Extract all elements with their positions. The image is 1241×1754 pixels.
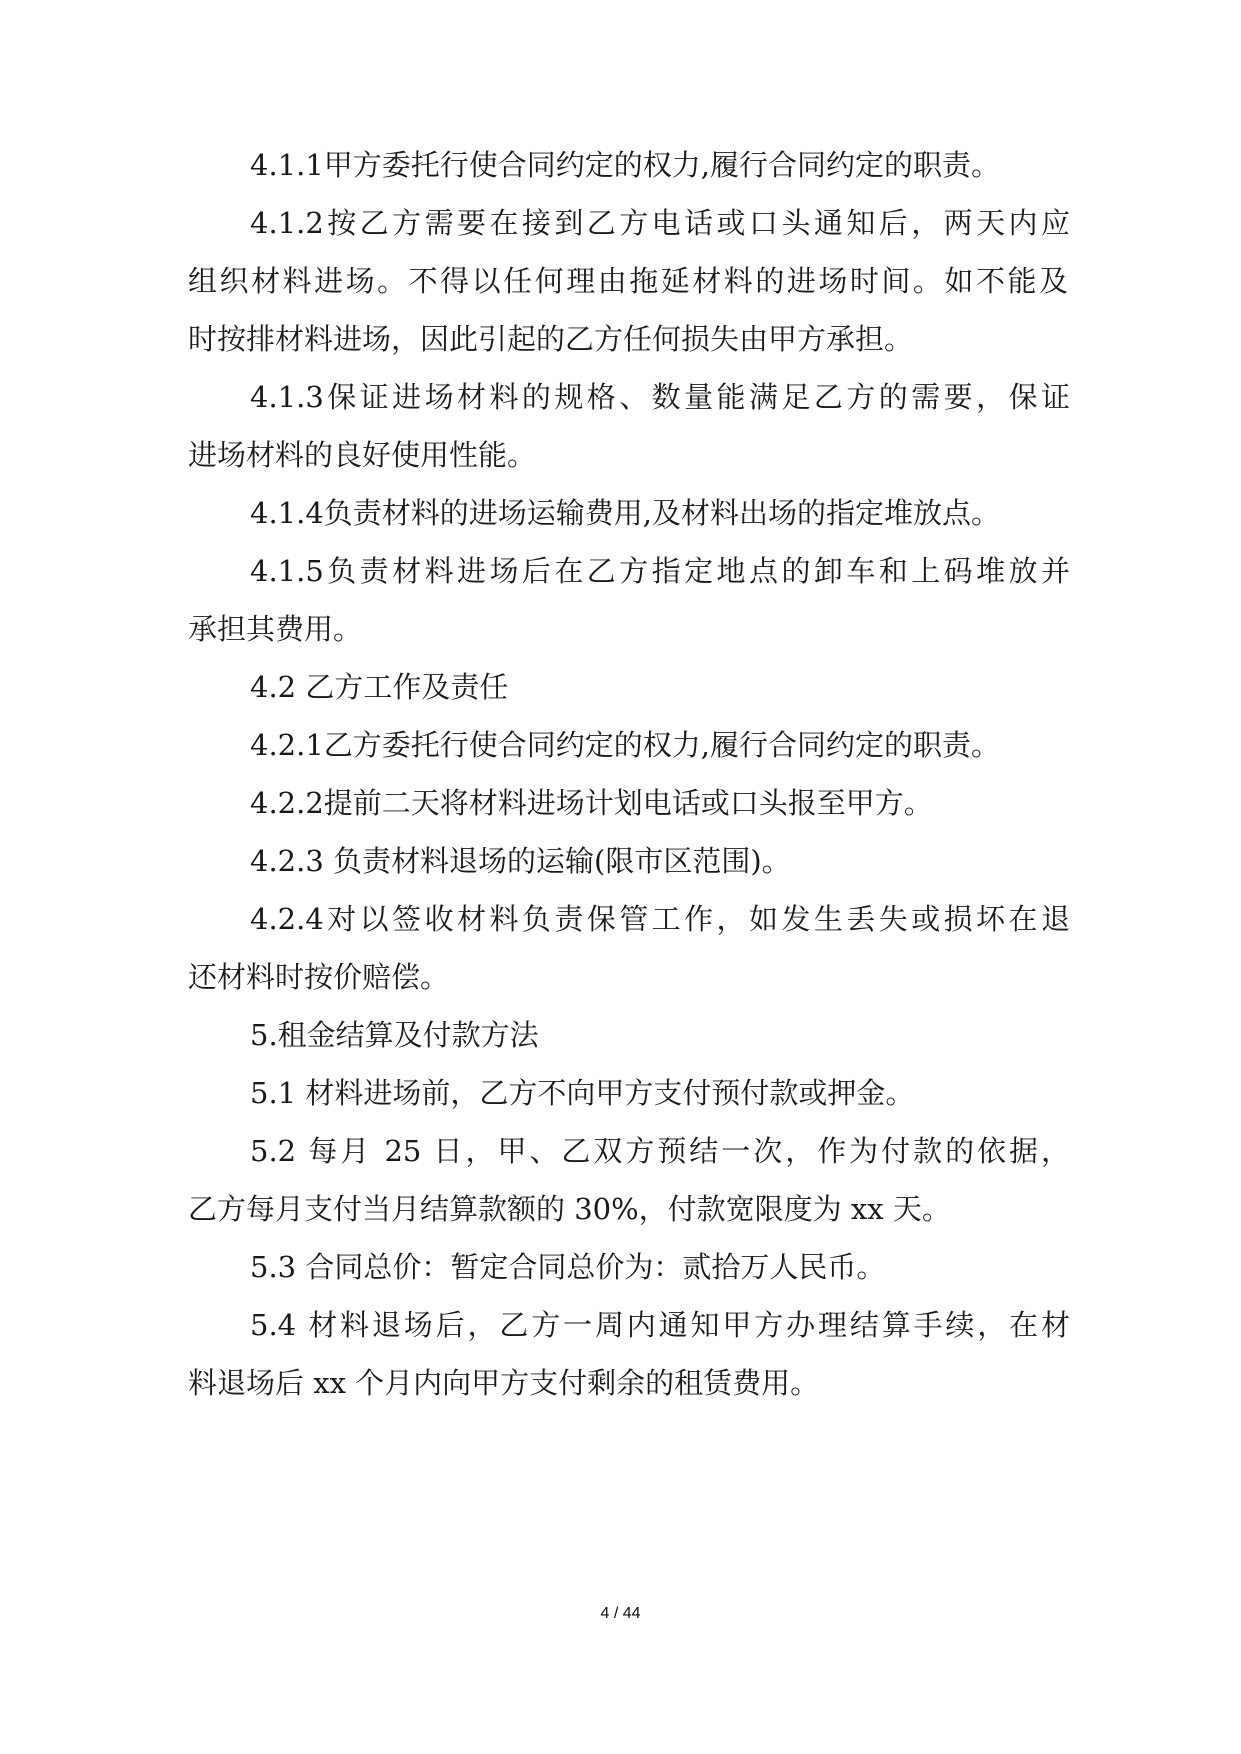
section-4-2-heading: 4.2 乙方工作及责任 — [250, 670, 509, 704]
clause-5-4-line-1: 5.4 材料退场后，乙方一周内通知甲方办理结算手续，在材 — [250, 1308, 1070, 1342]
clause-4-1-2-line-1: 4.1.2按乙方需要在接到乙方电话或口头通知后，两天内应 — [250, 206, 1070, 240]
clause-4-1-5-line-1: 4.1.5负责材料进场后在乙方指定地点的卸车和上码堆放并 — [250, 554, 1070, 588]
clause-5-2-line-2: 乙方每月支付当月结算款额的 30%，付款宽限度为 xx 天。 — [188, 1192, 951, 1226]
clause-4-2-1: 4.2.1乙方委托行使合同约定的权力,履行合同约定的职责。 — [250, 728, 1001, 762]
clause-4-2-3: 4.2.3 负责材料退场的运输(限市区范围)。 — [250, 844, 791, 878]
clause-4-1-1: 4.1.1甲方委托行使合同约定的权力,履行合同约定的职责。 — [250, 148, 1001, 182]
clause-4-1-3-line-1: 4.1.3保证进场材料的规格、数量能满足乙方的需要，保证 — [250, 380, 1070, 414]
clause-4-2-4-line-1: 4.2.4对以签收材料负责保管工作，如发生丢失或损坏在退 — [250, 902, 1070, 936]
clause-4-2-4-line-2: 还材料时按价赔偿。 — [188, 960, 450, 994]
clause-5-4-line-2: 料退场后 xx 个月内向甲方支付剩余的租赁费用。 — [188, 1366, 820, 1400]
clause-5-3: 5.3 合同总价：暂定合同总价为：贰拾万人民币。 — [250, 1250, 886, 1284]
clause-4-1-5-line-2: 承担其费用。 — [188, 612, 363, 646]
clause-4-1-2-line-2: 组织材料进场。不得以任何理由拖延材料的进场时间。如不能及 — [188, 264, 1068, 298]
clause-4-1-3-line-2: 进场材料的良好使用性能。 — [188, 438, 537, 472]
page-number: 4 / 44 — [600, 1605, 641, 1622]
section-5-heading: 5.租金结算及付款方法 — [250, 1018, 539, 1052]
clause-4-1-4: 4.1.4负责材料的进场运输费用,及材料出场的指定堆放点。 — [250, 496, 1001, 530]
clause-5-2-line-1: 5.2 每月 25 日，甲、乙双方预结一次，作为付款的依据， — [250, 1134, 1070, 1168]
clause-5-1: 5.1 材料进场前，乙方不向甲方支付预付款或押金。 — [250, 1076, 915, 1110]
clause-4-2-2: 4.2.2提前二天将材料进场计划电话或口头报至甲方。 — [250, 786, 933, 820]
clause-4-1-2-line-3: 时按排材料进场，因此引起的乙方任何损失由甲方承担。 — [188, 322, 914, 356]
